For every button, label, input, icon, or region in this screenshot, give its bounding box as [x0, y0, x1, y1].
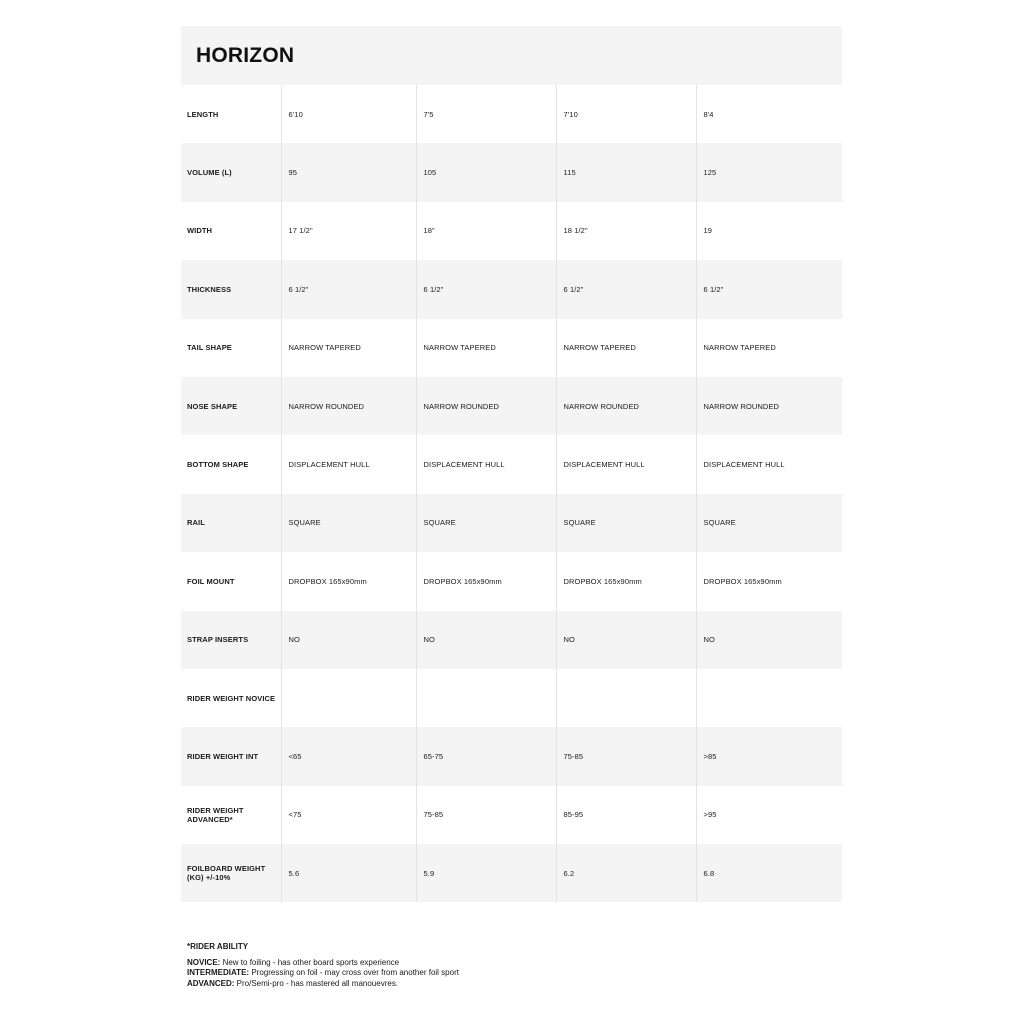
spec-cell: DISPLACEMENT HULL [416, 435, 556, 493]
rider-ability-footnote [187, 942, 459, 989]
spec-cell: 17 1/2" [281, 202, 416, 260]
spec-cell: >85 [696, 727, 842, 785]
spec-cell: DISPLACEMENT HULL [281, 435, 416, 493]
spec-cell: 115 [556, 143, 696, 201]
spec-row [181, 786, 842, 844]
spec-cell: 6.8 [696, 844, 842, 902]
spec-cell: SQUARE [281, 494, 416, 552]
spec-cell: DROPBOX 165x90mm [556, 552, 696, 610]
spec-sheet [181, 26, 842, 902]
spec-cell: NO [281, 611, 416, 669]
spec-cell: 6 1/2" [696, 260, 842, 318]
spec-cell: 7'5 [416, 85, 556, 143]
spec-cell: 75-85 [416, 786, 556, 844]
spec-cell [556, 669, 696, 727]
spec-cell: 95 [281, 143, 416, 201]
page-title: HORIZON [196, 43, 295, 67]
spec-cell: NO [416, 611, 556, 669]
spec-cell: 8'4 [696, 85, 842, 143]
spec-row [181, 611, 842, 669]
spec-cell: 75-85 [556, 727, 696, 785]
spec-cell: 7'10 [556, 85, 696, 143]
footnote-line-novice [187, 958, 459, 969]
spec-row-label: RIDER WEIGHT INT [181, 727, 281, 785]
spec-row-label: BOTTOM SHAPE [181, 435, 281, 493]
spec-row [181, 552, 842, 610]
spec-cell: SQUARE [696, 494, 842, 552]
spec-cell: 105 [416, 143, 556, 201]
spec-cell: DISPLACEMENT HULL [696, 435, 842, 493]
spec-row [181, 435, 842, 493]
spec-row-label: RAIL [181, 494, 281, 552]
spec-row-label: RIDER WEIGHT ADVANCED* [181, 786, 281, 844]
spec-cell: NARROW TAPERED [556, 319, 696, 377]
spec-cell: NARROW ROUNDED [556, 377, 696, 435]
spec-cell: 5.6 [281, 844, 416, 902]
spec-row [181, 319, 842, 377]
spec-row [181, 377, 842, 435]
spec-cell: 85-95 [556, 786, 696, 844]
spec-cell [281, 669, 416, 727]
spec-cell: 6 1/2" [281, 260, 416, 318]
spec-cell: 65-75 [416, 727, 556, 785]
footnote-line-intermediate [187, 968, 459, 979]
spec-row [181, 844, 842, 902]
spec-row [181, 85, 842, 143]
spec-row-label: FOIL MOUNT [181, 552, 281, 610]
spec-row [181, 143, 842, 201]
footnote-text: New to foiling - has other board sports experience [222, 957, 400, 967]
spec-cell: SQUARE [416, 494, 556, 552]
spec-row-label: TAIL SHAPE [181, 319, 281, 377]
spec-cell: NARROW TAPERED [281, 319, 416, 377]
footnote-text: Pro/Semi-pro - has mastered all manouevres. [236, 978, 399, 988]
spec-row [181, 494, 842, 552]
spec-cell: DROPBOX 165x90mm [416, 552, 556, 610]
spec-row-label: FOILBOARD WEIGHT (KG) +/-10% [181, 844, 281, 902]
footnote-term: ADVANCED: [187, 978, 235, 988]
spec-cell: 125 [696, 143, 842, 201]
spec-row-label: VOLUME (L) [181, 143, 281, 201]
spec-row [181, 669, 842, 727]
footnote-text: Progressing on foil - may cross over from another foil sport [251, 968, 459, 977]
spec-row-label: THICKNESS [181, 260, 281, 318]
spec-cell: 6.2 [556, 844, 696, 902]
spec-row [181, 260, 842, 318]
spec-cell [416, 669, 556, 727]
spec-row-label: LENGTH [181, 85, 281, 143]
footnote-line-advanced [187, 979, 459, 990]
spec-cell: NARROW ROUNDED [416, 377, 556, 435]
spec-row-label: STRAP INSERTS [181, 611, 281, 669]
spec-cell: SQUARE [556, 494, 696, 552]
spec-cell: <65 [281, 727, 416, 785]
spec-table [181, 85, 842, 902]
title-bar [181, 26, 842, 85]
spec-cell: 6 1/2" [556, 260, 696, 318]
spec-cell: NARROW ROUNDED [696, 377, 842, 435]
spec-cell: NARROW TAPERED [416, 319, 556, 377]
spec-cell: DISPLACEMENT HULL [556, 435, 696, 493]
spec-cell: NO [696, 611, 842, 669]
spec-row-label: RIDER WEIGHT NOVICE [181, 669, 281, 727]
spec-cell: DROPBOX 165x90mm [281, 552, 416, 610]
spec-table-body [181, 85, 842, 902]
spec-row [181, 727, 842, 785]
spec-row [181, 202, 842, 260]
spec-cell: NARROW TAPERED [696, 319, 842, 377]
spec-row-label: WIDTH [181, 202, 281, 260]
footnote-term: INTERMEDIATE: [187, 968, 250, 977]
spec-cell: <75 [281, 786, 416, 844]
spec-cell: 6 1/2" [416, 260, 556, 318]
spec-cell: 6'10 [281, 85, 416, 143]
spec-cell [696, 669, 842, 727]
spec-cell: 18 1/2" [556, 202, 696, 260]
spec-cell: 5.9 [416, 844, 556, 902]
spec-row-label: NOSE SHAPE [181, 377, 281, 435]
footnote-term: NOVICE: [187, 957, 221, 967]
spec-cell: >95 [696, 786, 842, 844]
spec-cell: NO [556, 611, 696, 669]
spec-cell: 19 [696, 202, 842, 260]
spec-cell: 18" [416, 202, 556, 260]
spec-cell: NARROW ROUNDED [281, 377, 416, 435]
spec-cell: DROPBOX 165x90mm [696, 552, 842, 610]
footnote-heading: *RIDER ABILITY [187, 942, 249, 951]
